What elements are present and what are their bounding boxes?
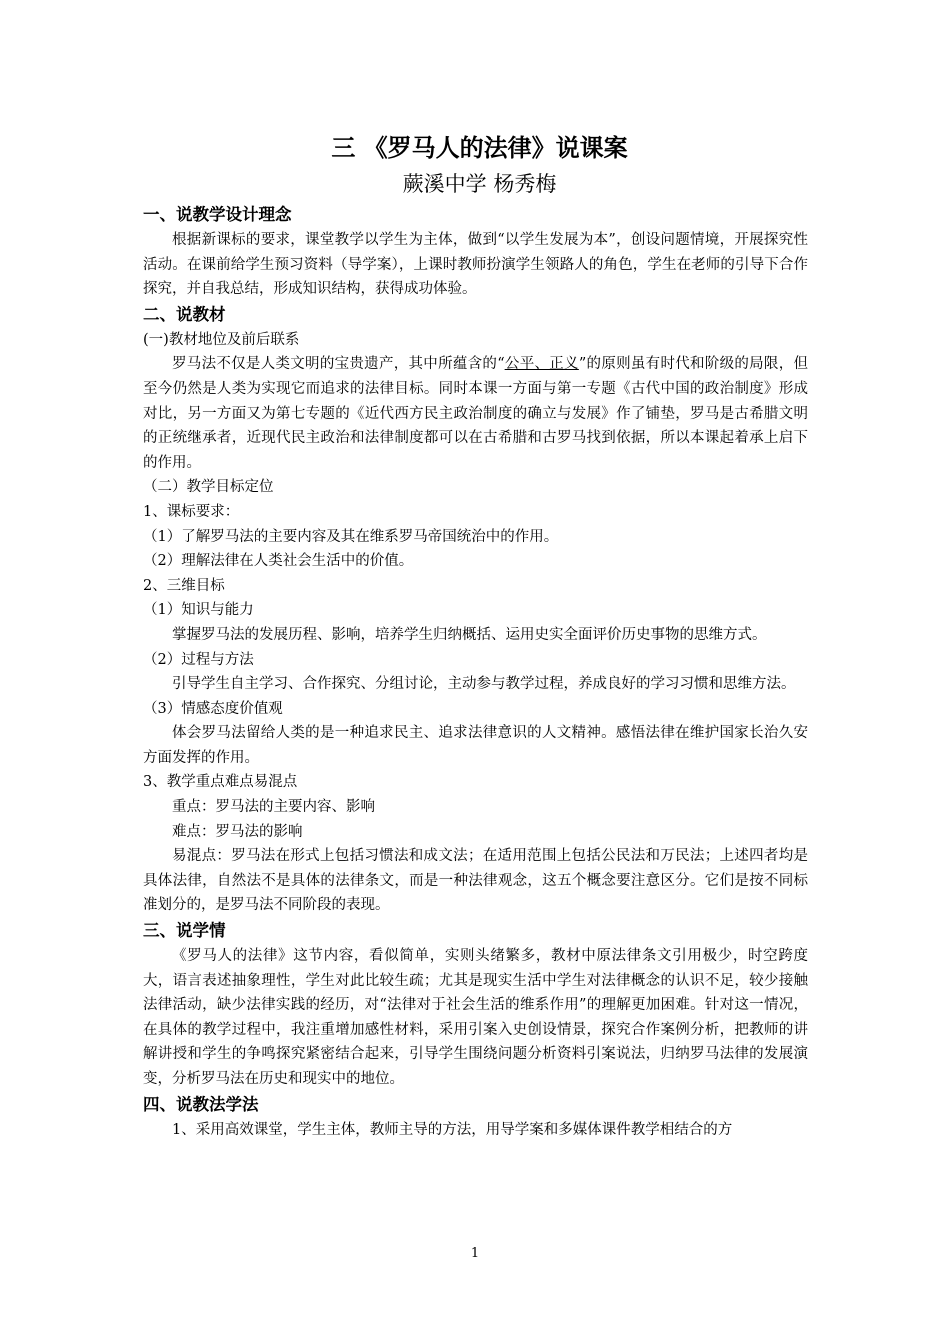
list-item: 1、课标要求： (143, 503, 240, 520)
section-heading-methods: 四、说教法学法 (143, 1094, 259, 1114)
list-item: （1）了解罗马法的主要内容及其在维系罗马帝国统治中的作用。 (143, 528, 559, 545)
paragraph: 1、采用高效课堂，学生主体，教师主导的方法，用导学案和多媒体课件教学相结合的方 (172, 1121, 733, 1138)
document-title: 三 《罗马人的法律》说课案 (331, 133, 628, 162)
underlined-text: 公平、正义 (504, 356, 579, 373)
page-number: 1 (470, 1246, 480, 1261)
text-run: ”的原则虽有时代和阶级的局限，但至今仍然是人类为实现它而追求的法律目标。同时本课一方面与第一专题《古代中国的政治制度》形成对比，另一方面又为第七专题的《近代西方民主政治制度的确立与发展》作了铺垫，罗马是古希腊文明的正统继承者，近现代民主政治和法律制度都可以在古希腊和古罗马找到依据，所以本课起着承上启下的作用。 (143, 356, 808, 471)
paragraph: 根据新课标的要求，课堂教学以学生为主体，做到“以学生发展为本”，创设问题情境，开展探究性活动。在课前给学生预习资料（导学案），上课时教师扮演学生领路人的角色，学生在老师的引导下合作探究，并自我总结，形成知识结构，获得成功体验。 (143, 232, 808, 298)
subheading: （二）教学目标定位 (143, 479, 274, 496)
section-heading-textbook: 二、说教材 (143, 304, 226, 324)
subheading: (一)教材地位及前后联系 (143, 331, 300, 348)
list-item: 难点：罗马法的影响 (172, 823, 303, 840)
list-item: 3、教学重点难点易混点 (143, 774, 298, 791)
list-item: （2）过程与方法 (143, 651, 254, 668)
list-item: （3）情感态度价值观 (143, 700, 283, 717)
section-heading-learners: 三、说学情 (143, 921, 226, 941)
paragraph: 体会罗马法留给人类的是一种追求民主、追求法律意识的人文精神。感悟法律在维护国家长治久安方面发挥的作用。 (143, 725, 808, 766)
paragraph: 《罗马人的法律》这节内容，看似简单，实则头绪繁多，教材中原法律条文引用极少，时空跨度大，语言表述抽象理性，学生对此比较生疏；尤其是现实生活中学生对法律概念的认识不足，较少接触法律活动，缺少法律实践的经历，对“法律对于社会生活的维系作用”的理解更加困难。针对这一情况，在具体的教学过程中，我注重增加感性材料，采用引案入史创设情景，探究合作案例分析，把教师的讲解讲授和学生的争鸣探究紧密结合起来，引导学生围绕问题分析资料引案说法，归纳罗马法律的发展演变，分析罗马法在历史和现实中的地位。 (143, 948, 808, 1087)
text-run: 罗马法不仅是人类文明的宝贵遗产，其中所蕴含的“ (172, 356, 505, 373)
list-item: （1）知识与能力 (143, 602, 254, 619)
author-line: 蕨溪中学 杨秀梅 (402, 172, 557, 196)
paragraph: 易混点：罗马法在形式上包括习惯法和成文法；在适用范围上包括公民法和万民法；上述四者均是具体法律，自然法不是具体的法律条文，而是一种法律观念，这五个概念要注意区分。它们是按不同标准划分的，是罗马法不同阶段的表现。 (143, 848, 808, 914)
paragraph: 掌握罗马法的发展历程、影响，培养学生归纳概括、运用史实全面评价历史事物的思维方式。 (172, 626, 767, 643)
page-content (143, 130, 808, 1142)
list-item: （2）理解法律在人类社会生活中的价值。 (143, 553, 414, 570)
list-item: 2、三维目标 (143, 577, 225, 594)
section-heading-design-concept: 一、说教学设计理念 (143, 205, 292, 224)
paragraph (143, 352, 808, 475)
paragraph: 引导学生自主学习、合作探究、分组讨论，主动参与教学过程，养成良好的学习习惯和思维方法。 (172, 676, 796, 693)
list-item: 重点：罗马法的主要内容、影响 (172, 799, 375, 816)
